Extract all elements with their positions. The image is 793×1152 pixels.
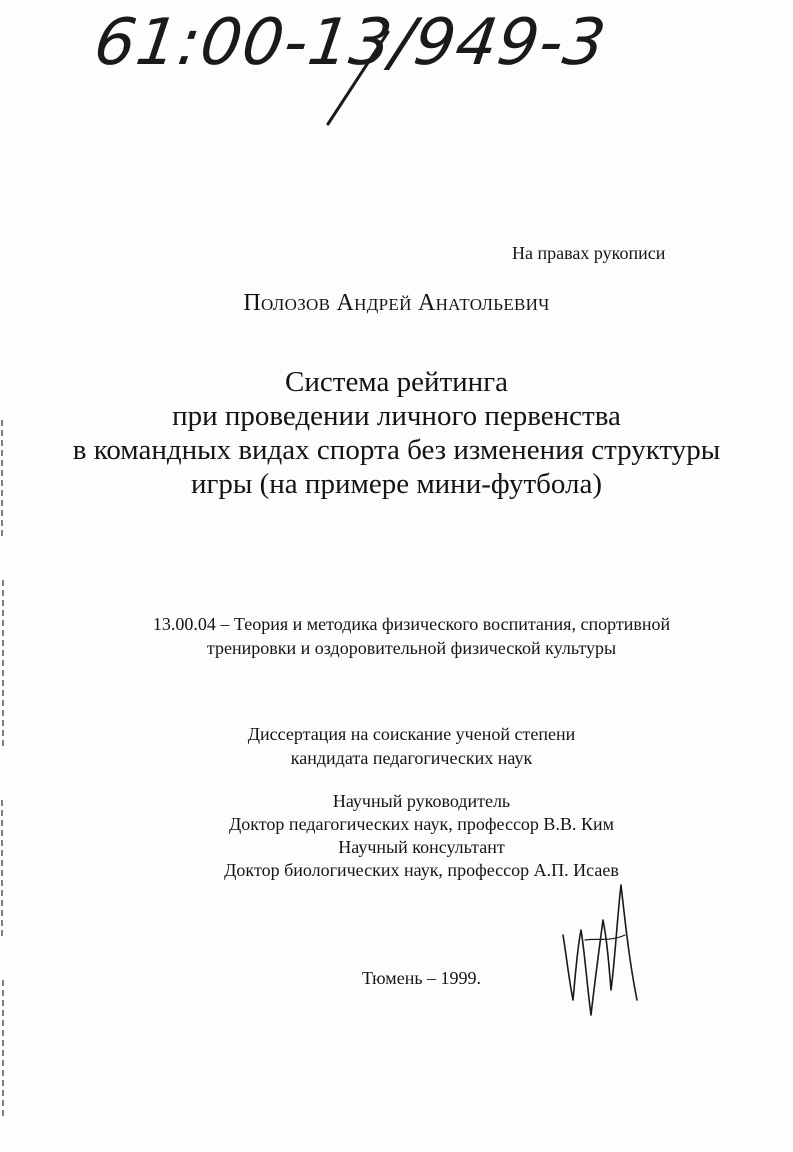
advisor-name: Доктор педагогических наук, профессор В.В. Ким — [229, 814, 614, 834]
specialty-line: тренировки и оздоровительной физической культуры — [206, 638, 617, 658]
advisor-role: Научный руководитель — [332, 791, 511, 811]
handwritten-signature — [555, 880, 645, 1030]
degree-statement — [0, 722, 793, 770]
title-line: Система рейтинга — [285, 366, 508, 398]
handwritten-slash-stroke — [318, 28, 398, 128]
consultant-role: Научный консультант — [338, 837, 505, 857]
degree-line: Диссертация на соискание ученой степени — [247, 724, 576, 744]
specialty-line: 13.00.04 – Теория и методика физического воспитания, спортивной — [152, 614, 671, 634]
rights-note: На правах рукописи — [512, 243, 666, 263]
city-year: Тюмень – 1999. — [362, 968, 482, 988]
dissertation-title — [0, 365, 793, 501]
title-line: в командных видах спорта без изменения структуры — [72, 434, 721, 466]
title-line: игры (на примере мини-футбола) — [190, 468, 602, 500]
title-line: при проведении личного первенства — [172, 400, 621, 432]
supervisors-block — [0, 790, 793, 882]
degree-line: кандидата педагогических наук — [290, 748, 533, 768]
specialty-code — [0, 612, 793, 660]
archive-code-handwritten: 61:00-13/949-3 — [89, 6, 611, 80]
scan-edge-artifact — [0, 420, 6, 1120]
consultant-name: Доктор биологических наук, профессор А.П. Исаев — [224, 860, 619, 880]
author-name: Полозов Андрей Анатольевич — [243, 290, 550, 316]
